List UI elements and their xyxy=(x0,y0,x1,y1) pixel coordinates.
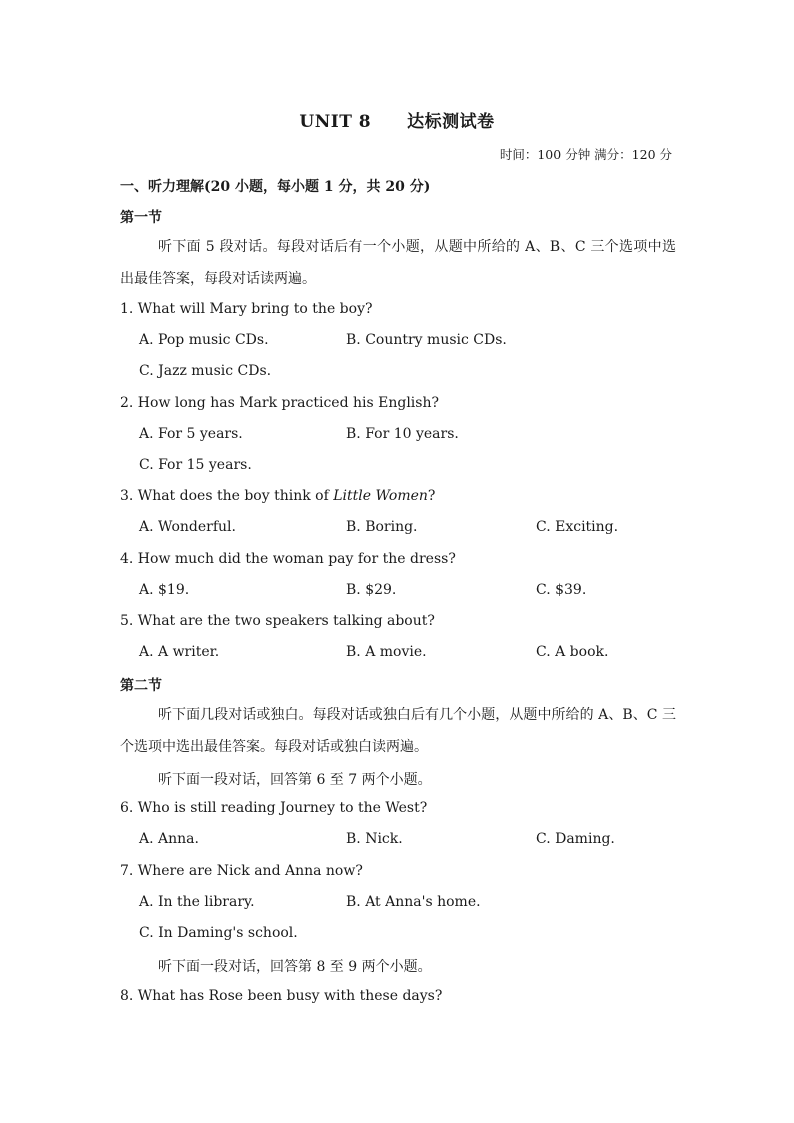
option-c: C. A book. xyxy=(536,644,609,660)
question-stem: 5. What are the two speakers talking about? xyxy=(120,613,435,629)
option-a: A. A writer. xyxy=(139,644,220,660)
option-b: B. Country music CDs. xyxy=(346,332,507,348)
option-c: C. Jazz music CDs. xyxy=(139,363,272,379)
option-c: C. For 15 years. xyxy=(139,457,252,473)
option-a: A. Wonderful. xyxy=(139,519,236,535)
option-b: B. For 10 years. xyxy=(346,426,459,442)
option-b: B. Boring. xyxy=(346,519,418,535)
question-stem: 7. Where are Nick and Anna now? xyxy=(120,863,363,879)
option-b: B. A movie. xyxy=(346,644,427,660)
option-a: A. For 5 years. xyxy=(139,426,243,442)
listening-note: 听下面一段对话，回答第 8 至 9 两个小题。 xyxy=(158,959,432,975)
option-c: C. Daming. xyxy=(536,831,615,847)
test-title: 达标测试卷 xyxy=(407,112,495,132)
part-heading: 一、听力理解(20 小题，每小题 1 分，共 20 分) xyxy=(120,179,431,195)
option-c: C. In Daming's school. xyxy=(139,925,298,941)
section-label-2: 第二节 xyxy=(120,678,162,694)
question-stem: 6. Who is still reading Journey to the West? xyxy=(120,800,428,816)
stem-text: 3. What does the boy think of xyxy=(120,488,334,504)
question-stem: 1. What will Mary bring to the boy? xyxy=(120,301,373,317)
question-stem: 4. How much did the woman pay for the dress? xyxy=(120,551,456,567)
option-a: A. Anna. xyxy=(139,831,199,847)
option-b: B. $29. xyxy=(346,582,397,598)
question-stem xyxy=(120,488,435,504)
section-instruction-2: 听下面几段对话或独白。每段对话或独白后有几个小题，从题中所给的 A、B、C 三个选项中选出最佳答案。每段对话或独白读两遍。 xyxy=(120,707,676,755)
unit-label: UNIT 8 xyxy=(299,112,372,132)
question-stem: 2. How long has Mark practiced his English? xyxy=(120,395,439,411)
option-b: B. At Anna's home. xyxy=(346,894,481,910)
option-c: C. $39. xyxy=(536,582,587,598)
listening-note: 听下面一段对话，回答第 6 至 7 两个小题。 xyxy=(158,772,432,788)
stem-end: ? xyxy=(427,488,436,504)
option-a: A. In the library. xyxy=(139,894,255,910)
option-a: A. Pop music CDs. xyxy=(139,332,269,348)
option-c: C. Exciting. xyxy=(536,519,619,535)
section-label-1: 第一节 xyxy=(120,210,162,226)
option-a: A. $19. xyxy=(139,582,190,598)
option-b: B. Nick. xyxy=(346,831,403,847)
page-title xyxy=(0,107,794,132)
question-stem: 8. What has Rose been busy with these days? xyxy=(120,988,443,1004)
book-title: Little Women xyxy=(333,488,428,504)
section-instruction-1: 听下面 5 段对话。每段对话后有一个小题，从题中所给的 A、B、C 三个选项中选出最佳答案，每段对话读两遍。 xyxy=(120,239,676,287)
time-score-info: 时间：100 分钟 满分：120 分 xyxy=(499,147,672,162)
